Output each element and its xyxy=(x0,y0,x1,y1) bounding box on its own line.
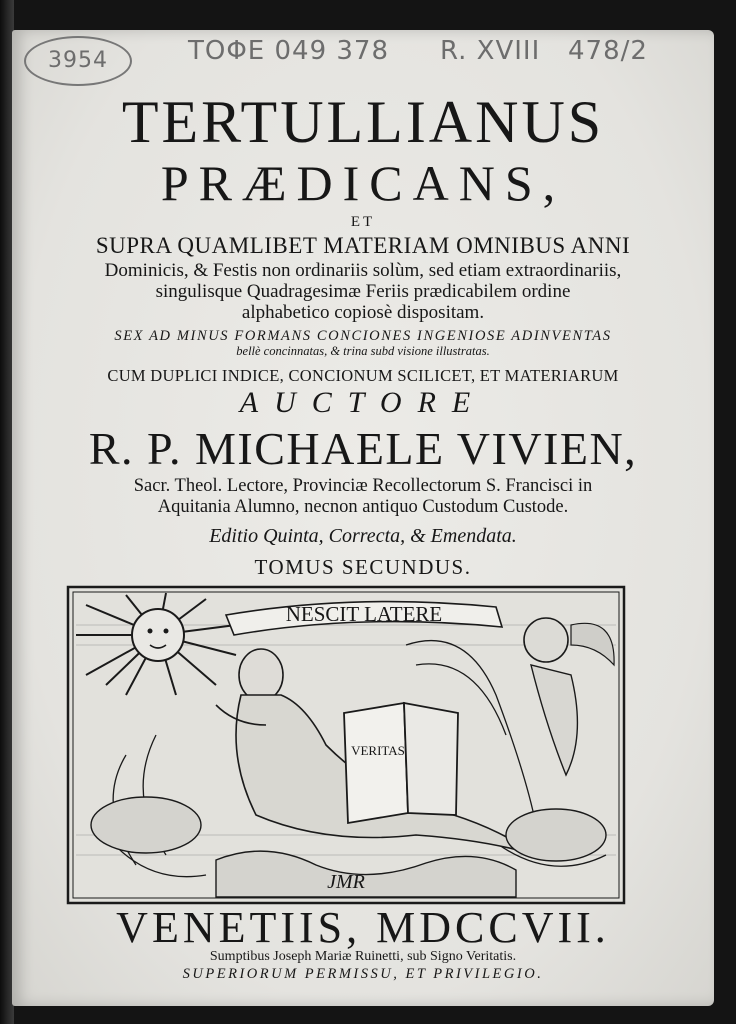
description-cum: CUM DUPLICI INDICE, CONCIONUM SCILICET, ET MATERIARUM xyxy=(107,366,619,385)
handwritten-circled-number: 3954 xyxy=(24,36,132,86)
edition-line: Editio Quinta, Correcta, & Emendata. xyxy=(209,525,517,547)
title-sub-3: alphabetico copiosè dispositam. xyxy=(241,302,485,323)
handwritten-call-number: TOΦE 049 378 xyxy=(188,36,390,66)
title-sub-1: Dominicis, & Festis non ordinariis solùm, sed etiam extraordinariis, xyxy=(104,260,622,281)
tomus-line: TOMUS SECUNDUS. xyxy=(254,555,472,579)
handwritten-shelf-mark: R. XVIII xyxy=(440,36,541,66)
author-title-1: Sacr. Theol. Lectore, Provinciæ Recollectorum S. Francisci in xyxy=(133,476,593,496)
book-text: VERITAS xyxy=(351,743,405,758)
title-sub-2: singulisque Quadragesimæ Feriis prædicabilem ordine xyxy=(155,281,571,302)
title-page xyxy=(12,30,714,1006)
handwritten-volume-mark: 478/2 xyxy=(568,36,648,66)
author-name: R. P. MICHAELE VIVIEN, xyxy=(88,423,638,474)
auctore-heading: AUCTORE xyxy=(239,386,487,419)
printers-device-engraving xyxy=(66,585,626,905)
author-title-2: Aquitania Alumno, necnon antiquo Custodum Custode. xyxy=(157,497,569,517)
title-et: ET xyxy=(350,214,376,230)
banner-motto-text: NESCIT LATERE xyxy=(285,602,443,626)
title-line-2: PRÆDICANS, xyxy=(160,155,566,211)
imprint-superiorum: SUPERIORUM PERMISSU, ET PRIVILEGIO. xyxy=(182,966,544,982)
title-supra: SUPRA QUAMLIBET MATERIAM OMNIBUS ANNI xyxy=(95,233,631,258)
imprint-sumptibus: Sumptibus Joseph Mariæ Ruinetti, sub Signo Veritatis. xyxy=(209,949,517,964)
book-icon xyxy=(344,703,458,823)
description-belle: bellè concinnatas, & trina subd visione illustratas. xyxy=(236,344,490,358)
printer-monogram: JMR xyxy=(327,871,365,893)
imprint-place-date: VENETIIS, MDCCVII. xyxy=(116,903,610,952)
description-sex: SEX AD MINUS FORMANS CONCIONES INGENIOSE ADINVENTAS xyxy=(114,328,612,344)
title-line-1: TERTULLIANUS xyxy=(121,89,605,155)
